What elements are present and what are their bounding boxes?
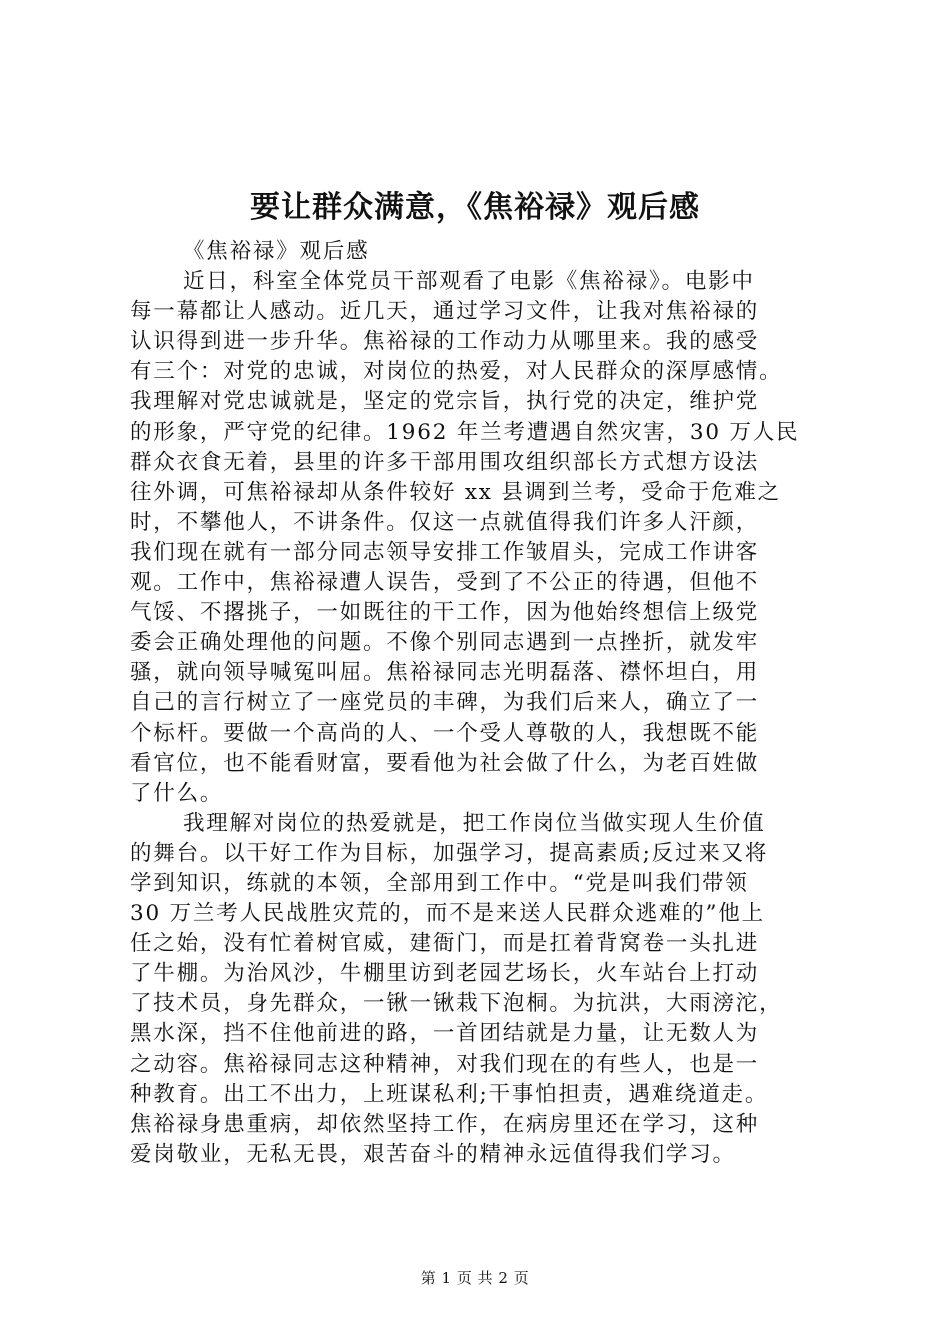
body-line: 任之始，没有忙着树官威，建衙门，而是扛着背窝卷一头扎进 xyxy=(130,931,760,957)
body-line: 群众衣食无着，县里的许多干部用围攻组织部长方式想方设法 xyxy=(130,449,760,475)
body-line: 认识得到进一步升华。焦裕禄的工作动力从哪里来。我的感受 xyxy=(130,329,760,355)
body-line: 焦裕禄身患重病，却依然坚持工作，在病房里还在学习，这种 xyxy=(130,1111,760,1137)
body-line: 爱岗敬业，无私无畏，艰苦奋斗的精神永远值得我们学习。 xyxy=(130,1141,736,1167)
body-line: 自己的言行树立了一座党员的丰碑，为我们后来人，确立了一 xyxy=(130,690,760,716)
body-line: 学到知识，练就的本领，全部用到工作中。“党是叫我们带领 xyxy=(130,870,749,896)
body-line: 近日，科室全体党员干部观看了电影《焦裕禄》。电影中 xyxy=(183,269,755,295)
body-line: 了技术员，身先群众，一锹一锹栽下泡桐。为抗洪，大雨滂沱， xyxy=(130,991,783,1017)
body-line: 有三个：对党的忠诚，对岗位的热爱，对人民群众的深厚感情。 xyxy=(130,359,783,385)
body-line: 往外调，可焦裕禄却从条件较好 xx 县调到兰考，受命于危难之 xyxy=(130,479,781,505)
document-title: 要让群众满意，《焦裕禄》观后感 xyxy=(250,190,700,225)
body-line: 每一幕都让人感动。近几天，通过学习文件，让我对焦裕禄的 xyxy=(130,299,760,325)
body-line: 了牛棚。为治风沙，牛棚里访到老园艺场长，火车站台上打动 xyxy=(130,961,760,987)
document-body xyxy=(130,237,830,1170)
page-number: 第 1 页 共 2 页 xyxy=(420,1269,530,1287)
body-line: 黑水深，挡不住他前进的路，一首团结就是力量，让无数人为 xyxy=(130,1021,760,1047)
body-line: 骚，就向领导喊冤叫屈。焦裕禄同志光明磊落、襟怀坦白，用 xyxy=(130,660,760,686)
body-line: 我们现在就有一部分同志领导安排工作皱眉头，完成工作讲客 xyxy=(130,539,760,565)
body-line: 我理解对党忠诚就是，坚定的党宗旨，执行党的决定，维护党 xyxy=(130,389,760,415)
body-line: 委会正确处理他的问题。不像个别同志遇到一点挫折，就发牢 xyxy=(130,630,760,656)
body-line: 气馁、不撂挑子，一如既往的干工作，因为他始终想信上级党 xyxy=(130,600,760,626)
body-line: 的舞台。以干好工作为目标，加强学习，提高素质;反过来又将 xyxy=(130,840,769,866)
body-line: 了什么。 xyxy=(130,780,224,806)
body-line: 我理解对岗位的热爱就是，把工作岗位当做实现人生价值 xyxy=(183,810,766,836)
body-line: 30 万兰考人民战胜灾荒的，而不是来送人民群众逃难的”他上 xyxy=(130,901,765,927)
body-line: 之动容。焦裕禄同志这种精神，对我们现在的有些人，也是一 xyxy=(130,1051,760,1077)
document-subtitle: 《焦裕禄》观后感 xyxy=(183,239,370,264)
body-line: 的形象，严守党的纪律。1962 年兰考遭遇自然灾害，30 万人民 xyxy=(130,419,800,445)
body-line: 时，不攀他人，不讲条件。仅这一点就值得我们许多人汗颜， xyxy=(130,509,760,535)
body-line: 观。工作中，焦裕禄遭人误告，受到了不公正的待遇，但他不 xyxy=(130,570,760,596)
body-line: 种教育。出工不出力，上班谋私利;干事怕担责，遇难绕道走。 xyxy=(130,1081,769,1107)
body-line: 个标杆。要做一个高尚的人、一个受人尊敬的人，我想既不能 xyxy=(130,720,760,746)
body-line: 看官位，也不能看财富，要看他为社会做了什么，为老百姓做 xyxy=(130,750,760,776)
